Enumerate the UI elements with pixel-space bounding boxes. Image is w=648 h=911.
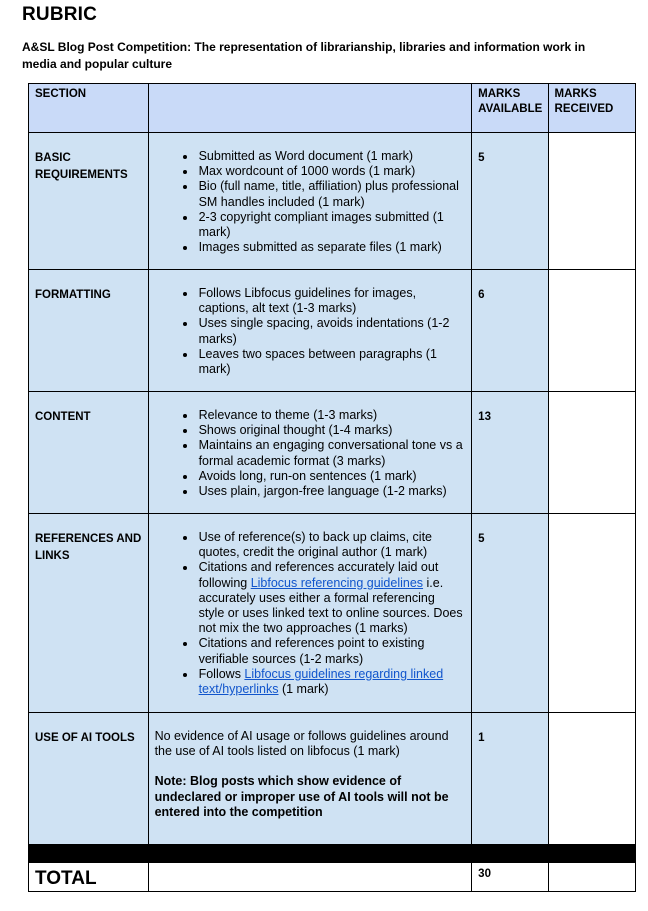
divider: [548, 845, 635, 863]
criteria-item: • Shows original thought (1-4 marks): [197, 423, 464, 438]
marks-received-cell[interactable]: [548, 713, 635, 845]
divider: [148, 845, 472, 863]
criteria-item: • Bio (full name, title, affiliation) plus professional SM handles included (1 mark): [197, 179, 464, 209]
marks-received-cell[interactable]: [548, 270, 635, 392]
marks-available-cell: [472, 270, 548, 392]
section-cell: [29, 133, 149, 270]
marks-available-cell: [472, 713, 548, 845]
header-criteria-cell: [148, 84, 472, 133]
section-label: BASIC REQUIREMENTS: [35, 152, 128, 181]
marks-received-cell[interactable]: [548, 392, 635, 514]
total-label-cell: [29, 863, 149, 892]
divider: [472, 845, 548, 863]
section-label: CONTENT: [35, 411, 91, 423]
table-header-row: [29, 84, 636, 133]
criteria-item: • Uses plain, jargon-free language (1-2 marks): [197, 484, 464, 499]
criteria-item: • Uses single spacing, avoids indentations (1-2 marks): [197, 316, 464, 346]
marks-available-value: 5: [478, 152, 485, 164]
marks-available-value: 13: [478, 411, 491, 423]
criteria-cell: [148, 514, 472, 713]
criteria-item: • Images submitted as separate files (1 mark): [197, 240, 464, 255]
page-subtitle: A&SL Blog Post Competition: The representation of librarianship, libraries and information work in media and popular culture: [22, 40, 586, 71]
header-marks-available-label: MARKS AVAILABLE: [478, 88, 543, 115]
header-marks-received-label: MARKS RECEIVED: [554, 88, 614, 115]
total-marks-cell: [472, 863, 548, 892]
criteria-item: • Leaves two spaces between paragraphs (1 mark): [197, 347, 464, 377]
criteria-item: • Avoids long, run-on sentences (1 mark): [197, 469, 464, 484]
section-label: REFERENCES AND LINKS: [35, 533, 142, 562]
criteria-item: • Relevance to theme (1-3 marks): [197, 408, 464, 423]
marks-received-cell[interactable]: [548, 514, 635, 713]
criteria-item: • Max wordcount of 1000 words (1 mark): [197, 164, 464, 179]
criteria-list: [149, 530, 472, 697]
separator-bar: [29, 845, 636, 863]
criteria-item: • Follows Libfocus guidelines for images, captions, alt text (1-3 marks): [197, 286, 464, 316]
total-received-cell[interactable]: [548, 863, 635, 892]
marks-available-cell: [472, 392, 548, 514]
section-label: FORMATTING: [35, 289, 111, 301]
marks-available-value: 5: [478, 533, 485, 545]
total-label: TOTAL: [35, 868, 97, 889]
criteria-text: Citations and references accurately laid out following: [198, 560, 439, 590]
criteria-item: • 2-3 copyright compliant images submitted (1 mark): [197, 210, 464, 240]
criteria-item: • Citations and references point to existing verifiable sources (1-2 marks): [197, 636, 464, 666]
marks-available-cell: [472, 514, 548, 713]
criteria-list: [149, 408, 472, 499]
criteria-cell: [148, 133, 472, 270]
criteria-list: [149, 149, 472, 255]
criteria-text: i.e. accurately uses either a formal referencing style or uses linked text to online sources. Does not mix the two approaches (1 marks): [198, 575, 463, 636]
ai-criteria-text: No evidence of AI usage or follows guidelines around the use of AI tools listed on libfocus (1 mark): [154, 729, 449, 759]
criteria-text: (1 mark): [278, 682, 329, 697]
marks-available-value: 6: [478, 289, 485, 301]
page-title: RUBRIC: [22, 4, 98, 25]
divider: [29, 845, 149, 863]
marks-available-cell: [472, 133, 548, 270]
criteria-item: [197, 667, 464, 697]
header-criteria-label: [149, 84, 472, 87]
section-cell: [29, 270, 149, 392]
total-marks-value: 30: [478, 868, 491, 880]
section-cell: [29, 713, 149, 845]
marks-available-value: 1: [478, 732, 485, 744]
rubric-table: [28, 83, 636, 892]
referencing-guidelines-link[interactable]: Libfocus referencing guidelines: [250, 575, 424, 590]
criteria-list: [149, 286, 472, 377]
hyperlink-guidelines-link[interactable]: Libfocus guidelines regarding linked text/hyperlinks: [198, 666, 444, 697]
section-cell: [29, 392, 149, 514]
header-marks-available-cell: [472, 84, 548, 133]
header-section-cell: [29, 84, 149, 133]
header-section-label: SECTION: [35, 88, 87, 100]
criteria-cell: [148, 270, 472, 392]
table-row: [29, 270, 636, 392]
total-row: [29, 863, 636, 892]
criteria-item: • Submitted as Word document (1 mark): [197, 149, 464, 164]
criteria-item: • Maintains an engaging conversational tone vs a formal academic format (3 marks): [197, 438, 464, 468]
section-label: USE OF AI TOOLS: [35, 732, 135, 744]
table-row: [29, 514, 636, 713]
criteria-item: • Use of reference(s) to back up claims, cite quotes, credit the original author (1 mark): [197, 530, 464, 560]
table-row: [29, 133, 636, 270]
header-marks-received-cell: [548, 84, 635, 133]
criteria-cell: [148, 392, 472, 514]
criteria-cell: [148, 713, 472, 845]
total-empty-cell: [148, 863, 472, 892]
table-row: [29, 392, 636, 514]
table-row: [29, 713, 636, 845]
ai-warning-note: Note: Blog posts which show evidence of undeclared or improper use of AI tools will not be entered into the competition: [154, 774, 449, 819]
section-cell: [29, 514, 149, 713]
criteria-item: [197, 560, 464, 636]
marks-received-cell[interactable]: [548, 133, 635, 270]
criteria-text: Follows: [198, 666, 245, 681]
